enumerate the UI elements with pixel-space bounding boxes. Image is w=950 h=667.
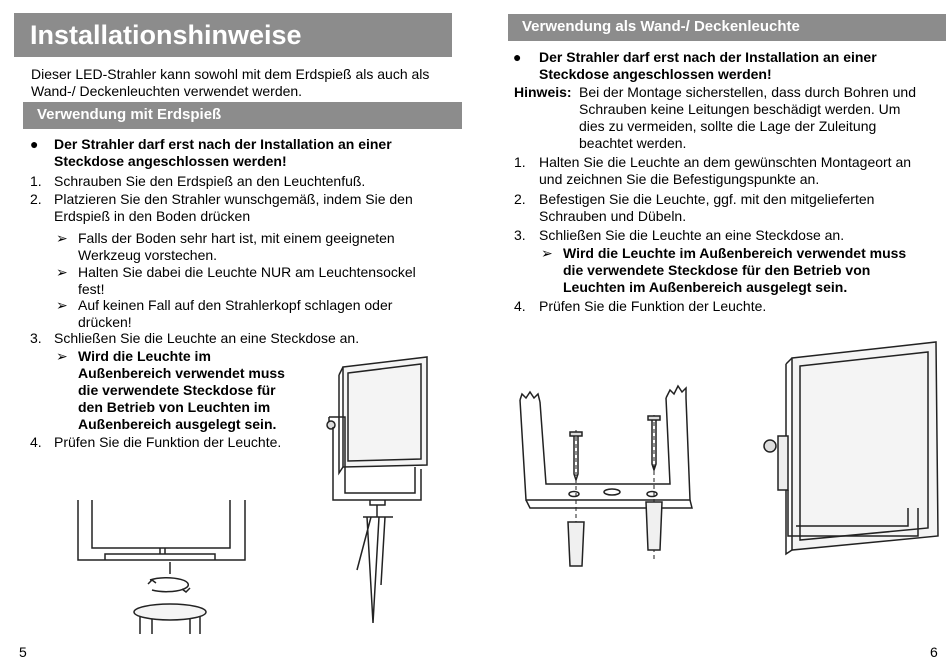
step-text xyxy=(539,191,874,225)
step-line: Halten Sie die Leuchte an dem gewünschten Montageort an xyxy=(539,154,912,170)
section-header-ground-spike xyxy=(23,102,462,129)
step-number: 4. xyxy=(30,434,42,450)
note-line: dies zu vermeiden, sollte die Lage der Zuleitung xyxy=(579,118,877,134)
bracket-mounting-illustration xyxy=(512,370,702,590)
outdoor-note xyxy=(563,245,906,296)
intro-line-1: Dieser LED-Strahler kann sowohl mit dem Erdspieß als auch als xyxy=(31,66,430,82)
spike-base-illustration xyxy=(70,500,270,635)
outdoor-note-line: Wird die Leuchte im xyxy=(78,348,211,364)
outdoor-note-line: Leuchten im Außenbereich ausgelegt sein. xyxy=(563,279,848,295)
step-number: 2. xyxy=(514,191,526,207)
note-line: Bei der Montage sicherstellen, dass durch Bohren und xyxy=(579,84,916,100)
outdoor-note-line: Wird die Leuchte im Außenbereich verwendet muss xyxy=(563,245,907,261)
step-text: Prüfen Sie die Funktion der Leuchte. xyxy=(539,298,767,314)
note-text xyxy=(579,84,916,152)
warning-line-1: Der Strahler darf erst nach der Installation an einer xyxy=(54,136,392,152)
subitem-line: Halten Sie dabei die Leuchte NUR am Leuchtensockel xyxy=(78,264,416,280)
bullet-icon: ● xyxy=(513,49,522,65)
section-title: Verwendung mit Erdspieß xyxy=(37,106,222,123)
warning-line-2: Steckdose angeschlossen werden! xyxy=(539,66,772,82)
subitem-line: Werkzeug vorstechen. xyxy=(78,247,218,263)
subitem-line: Falls der Boden sehr hart ist, mit einem geeigneten xyxy=(78,230,395,246)
page-number: 6 xyxy=(930,644,938,660)
warning-line-1: Der Strahler darf erst nach der Installation an einer xyxy=(539,49,877,65)
step-line: Befestigen Sie die Leuchte, ggf. mit den mitgelieferten xyxy=(539,191,875,207)
page-title: Installationshinweise xyxy=(30,20,302,50)
step-number: 1. xyxy=(514,154,526,170)
warning-text xyxy=(539,49,877,83)
note-line: Schrauben keine Leitungen beschädigt werden. Um xyxy=(579,101,901,117)
arrow-bullet-icon: ➢ xyxy=(56,230,68,246)
step-number: 2. xyxy=(30,191,42,207)
note-line: beachtet werden. xyxy=(579,135,687,151)
step-line: Schrauben und Dübeln. xyxy=(539,208,687,224)
step-text: Prüfen Sie die Funktion der Leuchte. xyxy=(54,434,282,450)
subitem-line: Auf keinen Fall auf den Strahlerkopf schlagen oder xyxy=(78,297,393,313)
intro-line-2: Wand-/ Deckenleuchten verwendet werden. xyxy=(31,83,303,99)
subitem-text xyxy=(78,230,395,264)
floodlight-spike-illustration xyxy=(315,355,445,625)
step-text: Schließen Sie die Leuchte an eine Steckdose an. xyxy=(539,227,845,243)
step-number: 3. xyxy=(30,330,42,346)
arrow-bullet-icon: ➢ xyxy=(541,245,553,261)
step-text: Schrauben Sie den Erdspieß an den Leuchtenfuß. xyxy=(54,173,366,189)
step-number: 3. xyxy=(514,227,526,243)
outdoor-note-line: die verwendete Steckdose für xyxy=(78,382,276,398)
intro-text xyxy=(31,66,429,100)
step-line: Erdspieß in den Boden drücken xyxy=(54,208,251,224)
arrow-bullet-icon: ➢ xyxy=(56,264,68,280)
wall-floodlight-illustration xyxy=(758,340,943,570)
step-number: 4. xyxy=(514,298,526,314)
subitem-line: drücken! xyxy=(78,314,132,330)
outdoor-note xyxy=(78,348,285,433)
subitem-line: fest! xyxy=(78,281,105,297)
page-title-bar xyxy=(14,13,452,57)
note-label: Hinweis: xyxy=(514,84,572,100)
arrow-bullet-icon: ➢ xyxy=(56,348,68,364)
step-number: 1. xyxy=(30,173,42,189)
arrow-bullet-icon: ➢ xyxy=(56,297,68,313)
step-text: Schließen Sie die Leuchte an eine Steckdose an. xyxy=(54,330,360,346)
warning-text xyxy=(54,136,392,170)
page-number: 5 xyxy=(19,644,27,660)
step-line: Platzieren Sie den Strahler wunschgemäß, indem Sie den xyxy=(54,191,413,207)
outdoor-note-line: die verwendete Steckdose für den Betrieb von xyxy=(563,262,871,278)
section-title: Verwendung als Wand-/ Deckenleuchte xyxy=(522,18,800,35)
bullet-icon: ● xyxy=(30,136,39,152)
step-line: und zeichnen Sie die Befestigungspunkte an. xyxy=(539,171,820,187)
step-text xyxy=(539,154,911,188)
outdoor-note-line: Außenbereich verwendet muss xyxy=(78,365,285,381)
section-header-wall-ceiling xyxy=(508,14,946,41)
warning-line-2: Steckdose angeschlossen werden! xyxy=(54,153,287,169)
outdoor-note-line: den Betrieb von Leuchten im xyxy=(78,399,271,415)
subitem-text xyxy=(78,264,416,298)
subitem-text xyxy=(78,297,392,331)
step-text xyxy=(54,191,413,225)
outdoor-note-line: Außenbereich ausgelegt sein. xyxy=(78,416,277,432)
